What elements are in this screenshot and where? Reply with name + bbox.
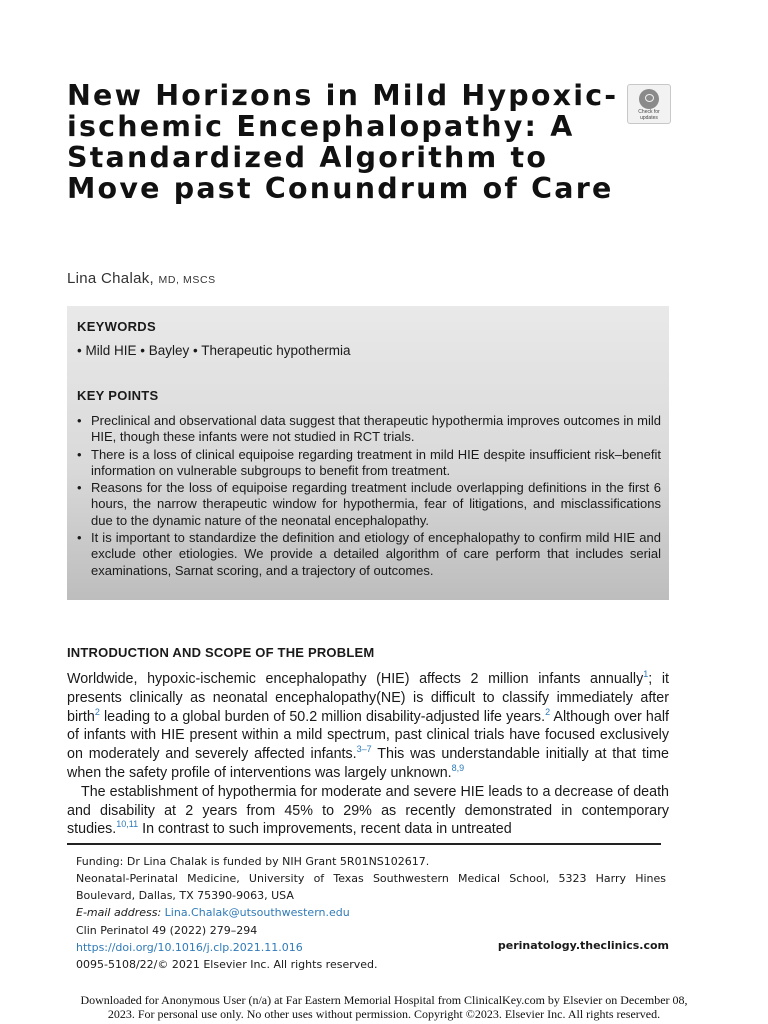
- download-notice: [30, 993, 738, 1021]
- key-point-item: • Preclinical and observational data suggest that therapeutic hypothermia improves outcomes in mild HIE, though these infants were not studied in RCT trials.: [77, 413, 661, 446]
- footnote-divider: [67, 843, 661, 845]
- section-heading-introduction: INTRODUCTION AND SCOPE OF THE PROBLEM: [67, 645, 375, 660]
- keywords-heading: KEYWORDS: [77, 319, 156, 334]
- reference-link[interactable]: 10,11: [116, 819, 139, 830]
- email-line: [76, 904, 666, 921]
- badge-label-bottom: updates: [640, 114, 658, 121]
- article-title: New Horizons in Mild Hypoxic-ischemic Encephalopathy: A Standardized Algorithm to Move past Conundrum of Care: [67, 79, 619, 205]
- author-line: [67, 270, 216, 287]
- keywords-list: • Mild HIE • Bayley • Therapeutic hypothermia: [77, 343, 351, 358]
- text-run: This was understandable initially at that time when the safety profile of interventions was largely unknown.: [67, 746, 669, 781]
- author-name: Lina Chalak,: [67, 270, 154, 287]
- key-point-item: • It is important to standardize the definition and etiology of encephalopathy to confirm mild HIE and exclude other etiologies. We provide a detailed algorithm of care perform that includes serial examinations, Sarnat scoring, and a trajectory of outcomes.: [77, 530, 661, 579]
- check-for-updates-badge[interactable]: [627, 84, 671, 124]
- footnote-block: [76, 853, 666, 921]
- issn-copyright: 0095-5108/22/© 2021 Elsevier Inc. All rights reserved.: [76, 958, 378, 971]
- download-notice-line: Downloaded for Anonymous User (n/a) at Far Eastern Memorial Hospital from ClinicalKey.com by Elsevier on December 08,: [80, 993, 688, 1007]
- email-link[interactable]: Lina.Chalak@utsouthwestern.edu: [164, 906, 350, 919]
- text-run: In contrast to such improvements, recent data in untreated: [138, 821, 512, 838]
- citation-block: [76, 922, 378, 973]
- paragraph: [67, 783, 669, 839]
- text-run: Although over half of infants with HIE present within a mild spectrum, past clinical trials have focused exclusively on moderately and severely affected infants.: [67, 708, 669, 763]
- key-points-list: [77, 413, 661, 580]
- author-credentials: MD, MSCS: [158, 274, 216, 286]
- journal-citation: Clin Perinatol 49 (2022) 279–294: [76, 924, 258, 937]
- key-point-item: • There is a loss of clinical equipoise regarding treatment in mild HIE despite insufficient risk–benefit information on vulnerable subgroups to benefit from treatment.: [77, 447, 661, 480]
- funding-note: Funding: Dr Lina Chalak is funded by NIH Grant 5R01NS102617.: [76, 855, 430, 868]
- download-notice-line: 2023. For personal use only. No other uses without permission. Copyright ©2023. Elsevier Inc. All rights reserved.: [107, 1007, 661, 1021]
- text-run: The establishment of hypothermia for moderate and severe HIE leads to a decrease of death and disability at 2 years from 45% to 29% as recently demonstrated in contemporary studies.: [67, 783, 669, 838]
- reference-link[interactable]: 8,9: [451, 763, 465, 774]
- reference-link[interactable]: 2: [94, 706, 100, 717]
- key-points-heading: KEY POINTS: [77, 388, 159, 403]
- text-run: ; it presents clinically as neonatal encephalopathy(NE) is difficult to classify immediately after birth: [67, 671, 670, 725]
- reference-link[interactable]: 2: [545, 706, 551, 717]
- affiliation-note: Neonatal-Perinatal Medicine, University of Texas Southwestern Medical School, 5323 Harry Hines Boulevard, Dallas, TX 75390-9063, USA: [76, 872, 666, 902]
- text-run: leading to a global burden of 50.2 million disability-adjusted life years.: [99, 708, 546, 725]
- text-run: Worldwide, hypoxic-ischemic encephalopathy (HIE) affects 2 million infants annually: [67, 671, 644, 687]
- keywords-keypoints-box: [67, 306, 669, 600]
- introduction-body: [67, 670, 669, 839]
- reference-link[interactable]: 3–7: [356, 744, 372, 755]
- key-point-item: • Reasons for the loss of equipoise regarding treatment include overlapping definitions in the first 6 hours, the narrow therapeutic window for hypothermia, fear of litigations, and misclassifications due to the dynamic nature of the neonatal encephalopathy.: [77, 480, 661, 529]
- doi-link[interactable]: https://doi.org/10.1016/j.clp.2021.11.016: [76, 941, 303, 954]
- check-updates-icon: [639, 89, 659, 109]
- paragraph: [67, 670, 669, 783]
- email-label: E-mail address:: [76, 906, 162, 919]
- journal-website[interactable]: perinatology.theclinics.com: [497, 939, 669, 952]
- badge-label-top: Check for: [638, 109, 660, 115]
- reference-link[interactable]: 1: [643, 669, 649, 680]
